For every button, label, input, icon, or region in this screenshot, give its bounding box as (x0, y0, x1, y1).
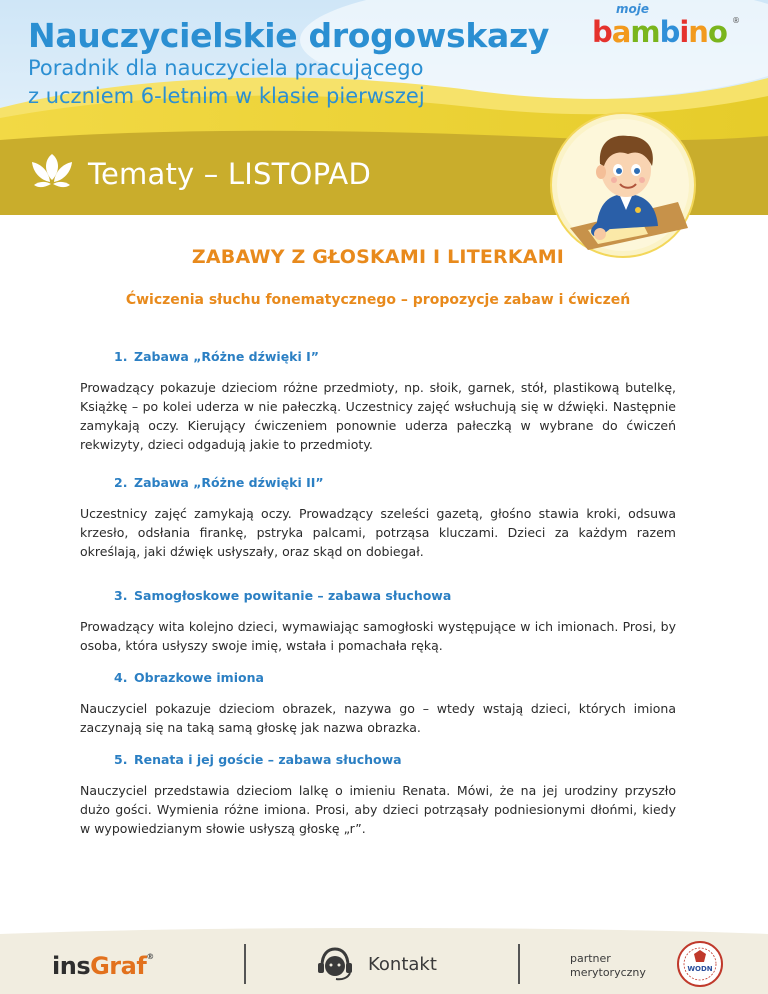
footer-divider (518, 944, 520, 984)
footer-wave (0, 926, 768, 940)
page-title: Nauczycielskie drogowskazy (28, 16, 550, 55)
footer-divider (244, 944, 246, 984)
insgraf-logo-ins: ins (52, 952, 91, 980)
logo-letter: m (630, 15, 660, 49)
section-heading: ZABAWY Z GŁOSKAMI I LITERKAMI (191, 246, 565, 268)
item-number: 4. (114, 670, 128, 685)
item-title-text: Zabawa „Różne dźwięki II” (134, 475, 324, 490)
item-title (114, 349, 710, 364)
item-number: 3. (114, 588, 128, 603)
insgraf-logo-graf: Graf (90, 952, 147, 980)
topic-title: Tematy – LISTOPAD (88, 157, 371, 191)
logo-letter: o (707, 15, 727, 49)
logo-moje: moje (616, 2, 649, 16)
item-title (114, 752, 710, 767)
item-body: Nauczyciel pokazuje dzieciom obrazek, nazywa go – wtedy wstają dzieci, których imiona zaczynają się na taką samą głoskę jak nazwa obrazka. (80, 701, 676, 735)
subtitle-line-2: z uczniem 6-letnim w klasie pierwszej (28, 84, 425, 108)
item-number: 5. (114, 752, 128, 767)
contact-link[interactable]: Kontakt (368, 954, 437, 975)
boy-illustration (548, 110, 698, 260)
item-body: Uczestnicy zajęć zamykają oczy. Prowadzący szeleści gazetą, głośno stawia kroki, odsuwa krzesło, odsłania firankę, pstryka palcami, potrząsa kluczami. Dzieci za każdym razem określają, jaki dźwięk usłyszały, oraz skąd on dobiegał. (80, 506, 676, 559)
section-subheading: Ćwiczenia słuchu fonematycznego – propozycje zabaw i ćwiczeń (125, 292, 631, 308)
partner-line-1: partner (570, 952, 611, 965)
moje-bambino-logo[interactable] (592, 2, 742, 50)
logo-letter: a (611, 15, 631, 49)
footer (0, 934, 768, 994)
subtitle-line-1: Poradnik dla nauczyciela pracującego (28, 56, 424, 80)
logo-letter: b (659, 15, 680, 49)
item-title (114, 588, 710, 603)
item-number: 2. (114, 475, 128, 490)
seal-text: WODN (687, 965, 713, 973)
main-content (80, 246, 676, 836)
item-title-text: Obrazkowe imiona (134, 670, 264, 685)
item-body: Prowadzący pokazuje dzieciom różne przedmioty, np. słoik, garnek, stół, plastikową butelkę, Książkę – po kolei uderza w nie pałeczką. Uczestnicy zajęć wsłuchują się w dźwięki. Następnie zamykają oczy. Kierujący ćwiczeniem ponownie uderza pałeczką w wybrane do ćwiczeń rekwizyty, dzieci odgadują jakie to przedmioty. (80, 380, 676, 452)
contact-icon[interactable] (314, 946, 356, 982)
logo-letter: b (592, 15, 612, 49)
partner-line-2: merytoryczny (570, 966, 646, 979)
logo-bambino (592, 15, 727, 49)
insgraf-registered: ® (146, 952, 154, 961)
logo-letter: n (688, 15, 708, 49)
item-title-text: Renata i jej goście – zabawa słuchowa (134, 752, 402, 767)
logo-letter: i (679, 15, 689, 49)
logo-registered: ® (732, 16, 740, 25)
item-number: 1. (114, 349, 128, 364)
item-body: Prowadzący wita kolejno dzieci, wymawiając samogłoski występujące w ich imionach. Prosi, by osoba, która usłyszy swoje imię, wstała i pomachała ręką. (80, 619, 676, 653)
item-title-text: Zabawa „Różne dźwięki I” (134, 349, 319, 364)
insgraf-logo[interactable] (52, 952, 154, 980)
page-subtitle (28, 54, 468, 110)
leaf-icon (30, 150, 74, 194)
partner-label (570, 952, 646, 980)
item-title (114, 475, 710, 490)
item-title (114, 670, 710, 685)
item-title-text: Samogłoskowe powitanie – zabawa słuchowa (134, 588, 452, 603)
wodn-seal[interactable] (676, 940, 724, 988)
item-body: Nauczyciel przedstawia dzieciom lalkę o imieniu Renata. Mówi, że na jej urodziny przyszło dużo gości. Wymienia różne imiona. Prosi, aby dzieci potrząsały podniesionymi dłońmi, kiedy w wypowiedzianym słowie usłyszą głoskę „r”. (80, 783, 676, 836)
